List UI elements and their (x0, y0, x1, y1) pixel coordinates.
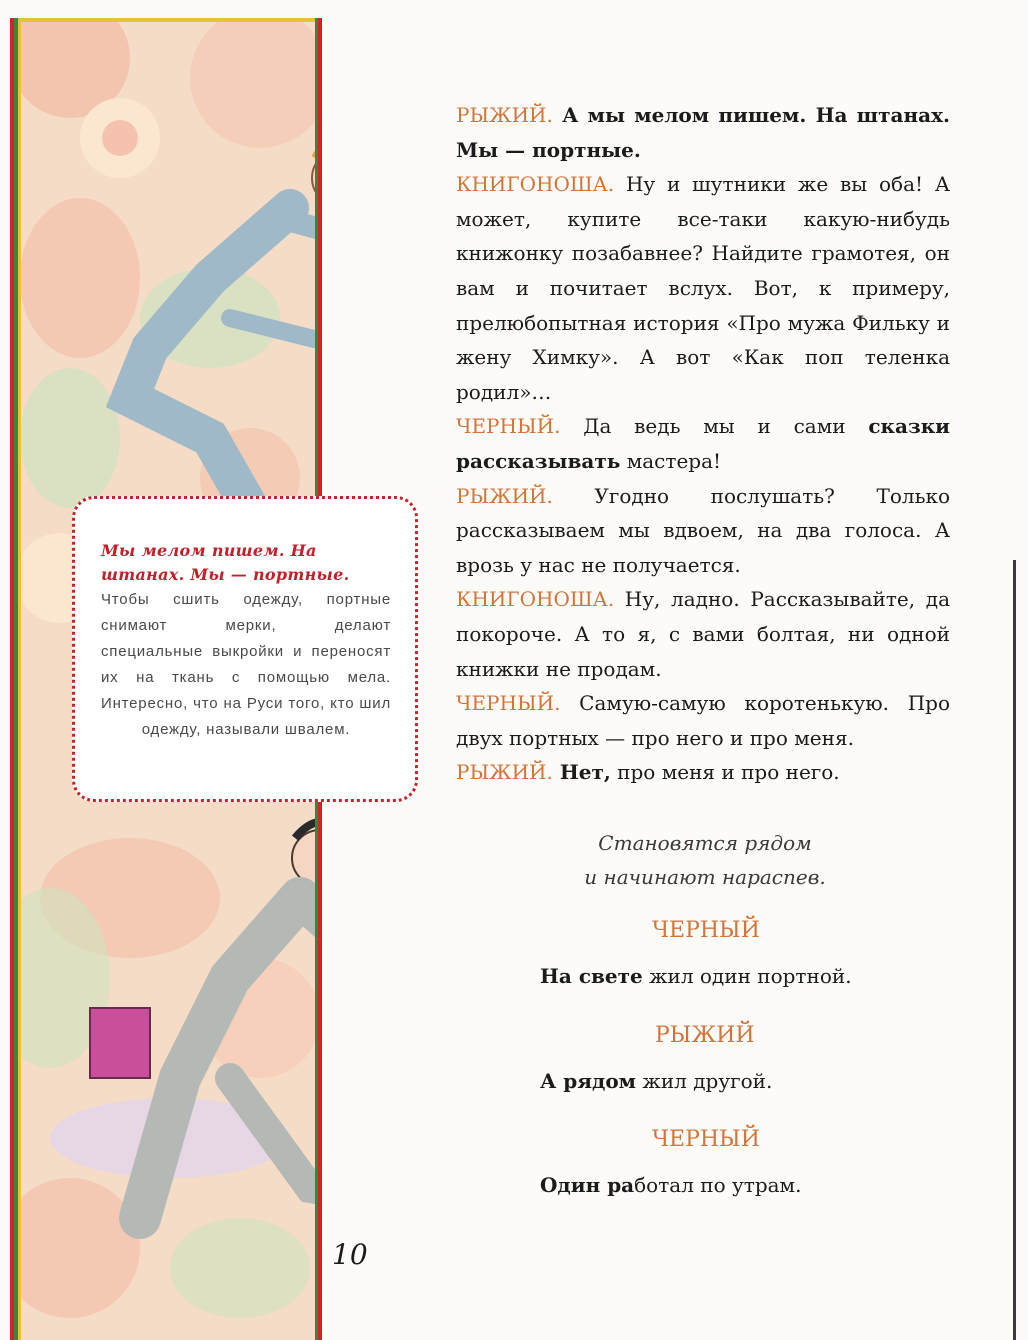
dialogue-line (456, 479, 950, 583)
dialogue-text-part: сказки рассказывать (456, 414, 950, 473)
speaker-name: ЧЕРНЫЙ. (456, 691, 561, 716)
note-title: Мы мелом пишем. На штанах. Мы — портные. (101, 541, 350, 584)
verse-speaker: ЧЕРНЫЙ (652, 918, 760, 943)
bag-illustration (90, 1008, 150, 1078)
verse-line: А рядом жил другой. (540, 1069, 773, 1093)
verse-speaker: РЫЖИЙ (655, 1023, 755, 1048)
speaker-name: РЫЖИЙ. (456, 483, 553, 508)
dialogue-text-part: про меня и про него. (610, 760, 840, 785)
page-number: 10 (332, 1238, 368, 1271)
stage-line: Становятся рядом (598, 831, 812, 855)
dialogue-text-part: Да ведь мы и сами (560, 414, 869, 439)
dialogue-text-part: мастера! (620, 448, 722, 473)
dialogue-line (456, 98, 950, 167)
speaker-name: КНИГОНОША. (456, 172, 615, 197)
verse-line: Один работал по утрам. (540, 1173, 802, 1197)
dialogue-line (456, 582, 950, 686)
page-edge-line (1013, 560, 1016, 1340)
sidebar-note (72, 496, 418, 802)
dialogue-text-part: Нет, (552, 760, 611, 785)
dialogue-text (456, 98, 950, 790)
dialogue-line (456, 755, 950, 790)
speaker-name: ЧЕРНЫЙ. (456, 414, 561, 439)
note-body: Чтобы сшить одежду, портные снимают мерки, делают специальные выкройки и переносят их на ткань с помощью мела. Интересно, что на Руси того, кто шил одежду, называли швалем. (101, 591, 391, 738)
stage-direction (540, 826, 870, 894)
dialogue-text-part: А мы мелом пишем. На штанах. Мы — портные. (456, 103, 950, 162)
verse-speaker: ЧЕРНЫЙ (652, 1127, 760, 1152)
dialogue-text-part: Ну и шутники же вы оба! А может, купите все-таки какую-нибудь книжонку позабавнее? Найдите грамотея, он вам и почитает вслух. Вот, к примеру, прелюбопытная история «Про мужа Фильку и жену Химку». А вот «Как поп теленка родил»… (456, 172, 950, 404)
dialogue-line (456, 686, 950, 755)
dialogue-line (456, 167, 950, 409)
verse-line: На свете жил один портной. (540, 964, 852, 988)
speaker-name: КНИГОНОША. (456, 587, 615, 612)
dialogue-text-part: Самую-самую коротенькую. Про двух портных — про него и про меня. (456, 691, 950, 750)
speaker-name: РЫЖИЙ. (456, 760, 553, 785)
dialogue-text-part: Угодно послушать? Только рассказываем мы вдвоем, на два голоса. А врозь у нас не получается. (456, 483, 950, 577)
dialogue-text-part: Ну, ладно. Рассказывайте, да покороче. А то я, с вами болтая, ни одной книжки не продам. (456, 587, 950, 681)
stage-line: и начинают нараспев. (584, 865, 826, 889)
speaker-name: РЫЖИЙ. (456, 103, 553, 127)
dialogue-line (456, 409, 950, 478)
